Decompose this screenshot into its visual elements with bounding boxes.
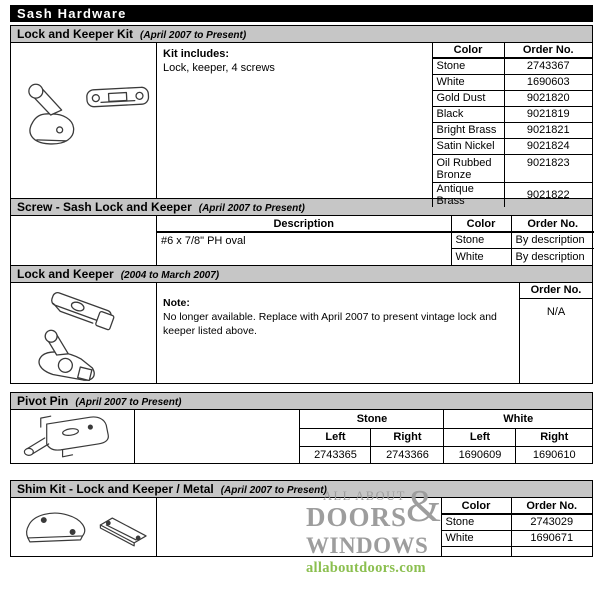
shim-kit-drawing xyxy=(11,498,156,555)
section-lock-and-keeper-2004 xyxy=(10,265,593,384)
section-title: Lock and Keeper Kit xyxy=(17,27,134,41)
watermark-windows: WINDOWS xyxy=(306,532,429,558)
table-filler-row xyxy=(441,546,592,556)
section-header-pivot-pin xyxy=(11,393,592,410)
table-row xyxy=(441,530,592,546)
table-row xyxy=(432,90,592,106)
cell-white-right: 1690610 xyxy=(516,446,592,463)
note-label: Note: xyxy=(163,297,190,309)
section-title: Pivot Pin xyxy=(17,394,69,408)
cell-order-no: 9021821 xyxy=(504,122,592,138)
cell-color: Antique Brass xyxy=(432,182,504,207)
order-no-column xyxy=(519,283,592,383)
column-header-description: Description xyxy=(157,216,451,232)
page-title xyxy=(10,5,593,22)
section-header-lock-and-keeper-2004 xyxy=(11,266,592,283)
pivot-pin-order-table xyxy=(299,410,592,463)
section-body xyxy=(11,498,592,556)
cell-order-no: By description xyxy=(511,232,594,248)
color-order-table xyxy=(441,498,593,556)
section-shim-kit xyxy=(10,480,593,557)
column-header-left: Left xyxy=(444,428,516,446)
description-color-order-table xyxy=(157,216,594,266)
cell-order-no: 9021819 xyxy=(504,106,592,122)
section-date-range: (April 2007 to Present) xyxy=(220,485,327,496)
column-header-right: Right xyxy=(371,428,444,446)
section-pivot-pin xyxy=(10,392,593,464)
sash-lock-and-keeper-kit-drawing xyxy=(11,43,156,193)
column-header-color: Color xyxy=(432,43,504,58)
product-image-cell xyxy=(11,283,157,383)
table-row xyxy=(441,514,592,530)
table-row xyxy=(432,154,592,182)
section-body xyxy=(11,410,592,463)
note-text: No longer available. Replace with April 2007 to present vintage lock and keeper listed above. xyxy=(163,311,497,337)
color-order-table xyxy=(432,43,593,207)
section-date-range: (April 2007 to Present) xyxy=(140,30,247,41)
cell-order-no: 2743029 xyxy=(511,514,592,530)
table-row xyxy=(157,232,594,248)
column-header-left: Left xyxy=(300,428,371,446)
cell-color: Satin Nickel xyxy=(432,138,504,154)
cell-color: White xyxy=(432,74,504,90)
section-body xyxy=(11,216,592,265)
section-title: Screw - Sash Lock and Keeper xyxy=(17,200,192,214)
column-header-color: Color xyxy=(441,498,511,514)
cell-order-no: N/A xyxy=(546,306,566,318)
cell-order-no: 9021823 xyxy=(504,154,592,182)
document-body xyxy=(10,5,593,557)
section-header-lock-and-keeper-kit xyxy=(11,26,592,43)
section-header-shim-kit xyxy=(11,481,592,498)
cell-color: Bright Brass xyxy=(432,122,504,138)
cell-color: Gold Dust xyxy=(432,90,504,106)
group-header-white: White xyxy=(444,410,592,428)
cell-color: Stone xyxy=(451,232,511,248)
table-row xyxy=(432,74,592,90)
cell-color: Stone xyxy=(441,514,511,530)
cell-order-no: 1690603 xyxy=(504,74,592,90)
cell-order-no: 9021822 xyxy=(504,182,592,207)
note-cell xyxy=(157,283,519,383)
cell-white-left: 1690609 xyxy=(444,446,516,463)
product-image-cell xyxy=(11,43,157,198)
kit-description-cell xyxy=(157,43,432,198)
column-header-order-no: Order No. xyxy=(520,283,592,299)
section-date-range: (April 2007 to Present) xyxy=(75,397,182,408)
section-body xyxy=(11,283,592,383)
cell-color: White xyxy=(451,248,511,265)
product-image-cell xyxy=(11,410,135,463)
kit-includes-label: Kit includes: xyxy=(163,48,230,60)
watermark-ampersand: & xyxy=(405,481,442,531)
product-image-cell xyxy=(11,498,157,556)
cell-order-no: 9021820 xyxy=(504,90,592,106)
column-header-color: Color xyxy=(451,216,511,232)
watermark-url: allaboutdoors.com xyxy=(306,559,426,576)
group-header-stone: Stone xyxy=(300,410,444,428)
cell-order-no: By description xyxy=(511,248,594,265)
empty-image-cell xyxy=(11,216,157,265)
column-header-order-no: Order No. xyxy=(504,43,592,58)
cell-stone-right: 2743366 xyxy=(371,446,444,463)
column-header-order-no: Order No. xyxy=(511,216,594,232)
table-row xyxy=(432,122,592,138)
section-screw-sash-lock-and-keeper xyxy=(10,198,593,266)
cell-order-no: 2743367 xyxy=(504,58,592,74)
cell-order-no: 1690671 xyxy=(511,530,592,546)
section-title: Shim Kit - Lock and Keeper / Metal xyxy=(17,482,214,496)
watermark-all-about: ALL ABOUT xyxy=(323,489,406,503)
cell-color: Oil Rubbed Bronze xyxy=(432,154,504,182)
empty-cell xyxy=(135,410,299,463)
section-date-range: (2004 to March 2007) xyxy=(120,270,220,281)
kit-includes-text: Lock, keeper, 4 screws xyxy=(163,62,275,74)
table-row xyxy=(300,446,592,463)
table-row xyxy=(432,138,592,154)
cell-color: White xyxy=(441,530,511,546)
table-row xyxy=(432,58,592,74)
page-title-text: Sash Hardware xyxy=(17,6,127,21)
watermark-doors-text: DOORS xyxy=(306,501,408,532)
cell-description: #6 x 7/8" PH oval xyxy=(157,232,451,265)
column-header-order-no: Order No. xyxy=(511,498,592,514)
old-lock-and-keeper-drawing xyxy=(11,283,156,381)
cell-color: Stone xyxy=(432,58,504,74)
pivot-pin-drawing xyxy=(11,410,134,462)
table-row xyxy=(432,106,592,122)
table-row xyxy=(432,182,592,207)
cell-order-no: 9021824 xyxy=(504,138,592,154)
empty-cell xyxy=(157,498,441,556)
cell-stone-left: 2743365 xyxy=(300,446,371,463)
cell-color: Black xyxy=(432,106,504,122)
section-title: Lock and Keeper xyxy=(17,267,114,281)
section-date-range: (April 2007 to Present) xyxy=(198,203,305,214)
column-header-right: Right xyxy=(516,428,592,446)
